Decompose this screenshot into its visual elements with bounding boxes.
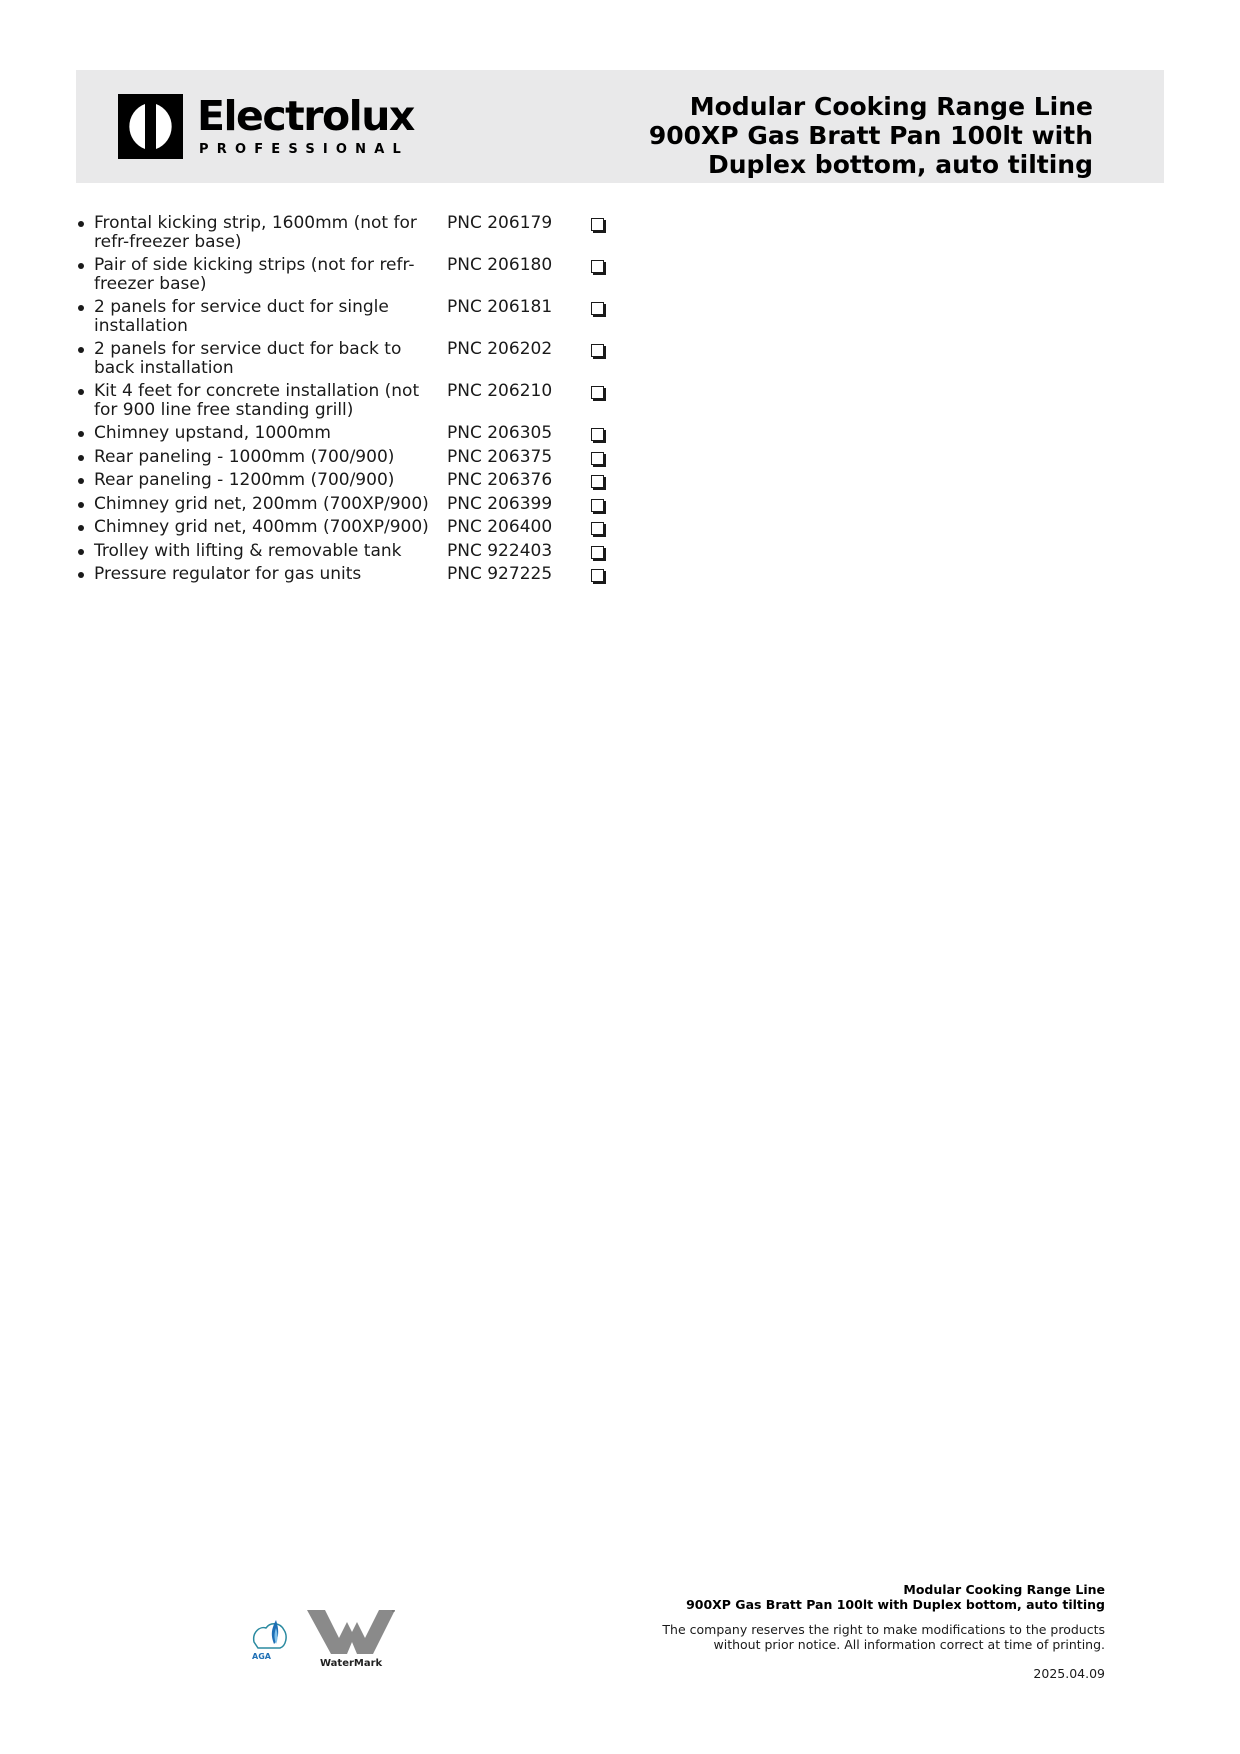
accessory-name: Rear paneling - 1200mm (700/900)	[94, 470, 395, 490]
accessory-item	[76, 495, 636, 519]
accessory-pnc: PNC 206181	[447, 297, 553, 317]
accessory-name: Rear paneling - 1000mm (700/900)	[94, 446, 395, 467]
watermark-label: WaterMark	[320, 1658, 383, 1669]
title-line-1: Modular Cooking Range Line	[689, 92, 1093, 121]
accessory-pnc: PNC 206375	[447, 446, 553, 467]
certification-logos	[250, 1608, 410, 1670]
accessory-name: 2 panels for service duct for single installation	[94, 297, 389, 336]
checkbox-icon[interactable]	[591, 428, 604, 441]
accessory-pnc: PNC 206210	[447, 381, 553, 401]
title-line-2: 900XP Gas Bratt Pan 100lt with	[648, 121, 1093, 150]
accessory-pnc: PNC 206376	[447, 470, 553, 490]
accessory-pnc: PNC 206399	[447, 493, 553, 514]
brand-name: Electrolux	[197, 92, 414, 140]
accessory-item	[76, 298, 636, 340]
accessory-item	[76, 448, 636, 472]
electrolux-logo	[118, 92, 414, 160]
brand-subtitle: PROFESSIONAL	[199, 142, 410, 157]
electrolux-logo-icon	[118, 94, 183, 159]
accessory-item	[76, 471, 636, 495]
accessory-pnc: PNC 206179	[447, 213, 553, 233]
header-band	[76, 70, 1164, 183]
footer	[505, 1582, 1105, 1681]
checkbox-icon[interactable]	[591, 546, 604, 559]
accessory-item	[76, 518, 636, 542]
accessory-name: Pressure regulator for gas units	[94, 564, 362, 584]
checkbox-icon[interactable]	[591, 569, 604, 582]
accessory-item	[76, 542, 636, 566]
aga-certification-logo	[250, 1614, 290, 1662]
accessory-pnc: PNC 206305	[447, 423, 553, 443]
accessory-item	[76, 256, 636, 298]
accessory-item	[76, 340, 636, 382]
footer-title-line-2: 900XP Gas Bratt Pan 100lt with Duplex bottom, auto tilting	[686, 1597, 1105, 1612]
checkbox-icon[interactable]	[591, 386, 604, 399]
accessory-name: Chimney upstand, 1000mm	[94, 423, 331, 443]
checkbox-icon[interactable]	[591, 452, 604, 465]
accessory-name: Pair of side kicking strips (not for refr-freezer base)	[94, 255, 415, 294]
footer-title	[505, 1582, 1105, 1612]
accessory-pnc: PNC 206180	[447, 255, 553, 275]
aga-label: AGA	[252, 1652, 271, 1661]
checkbox-icon[interactable]	[591, 522, 604, 535]
page-title	[533, 92, 1093, 179]
accessory-name: Trolley with lifting & removable tank	[94, 540, 402, 561]
accessory-pnc: PNC 927225	[447, 564, 553, 584]
accessory-name: Frontal kicking strip, 1600mm (not for refr-freezer base)	[94, 213, 417, 252]
accessory-item	[76, 214, 636, 256]
accessory-pnc: PNC 922403	[447, 540, 553, 561]
checkbox-icon[interactable]	[591, 475, 604, 488]
accessory-pnc: PNC 206400	[447, 517, 553, 537]
footer-notice-line-2: without prior notice. All information correct at time of printing.	[713, 1637, 1105, 1652]
title-line-3: Duplex bottom, auto tilting	[708, 150, 1093, 179]
checkbox-icon[interactable]	[591, 344, 604, 357]
checkbox-icon[interactable]	[591, 499, 604, 512]
accessory-name: Chimney grid net, 200mm (700XP/900)	[94, 493, 429, 514]
accessories-list	[76, 214, 636, 589]
accessory-name: Chimney grid net, 400mm (700XP/900)	[94, 517, 429, 537]
checkbox-icon[interactable]	[591, 302, 604, 315]
footer-title-line-1: Modular Cooking Range Line	[903, 1582, 1105, 1597]
accessory-item	[76, 424, 636, 448]
accessory-name: Kit 4 feet for concrete installation (not for 900 line free standing grill)	[94, 381, 420, 420]
footer-notice	[505, 1622, 1105, 1652]
footer-date: 2025.04.09	[1033, 1666, 1105, 1681]
accessory-pnc: PNC 206202	[447, 339, 553, 359]
checkbox-icon[interactable]	[591, 260, 604, 273]
footer-notice-line-1: The company reserves the right to make modifications to the products	[662, 1622, 1105, 1637]
accessory-name: 2 panels for service duct for back to back installation	[94, 339, 402, 378]
svg-text:™: ™	[391, 1610, 396, 1616]
accessory-item	[76, 382, 636, 424]
checkbox-icon[interactable]	[591, 218, 604, 231]
accessory-item	[76, 565, 636, 589]
